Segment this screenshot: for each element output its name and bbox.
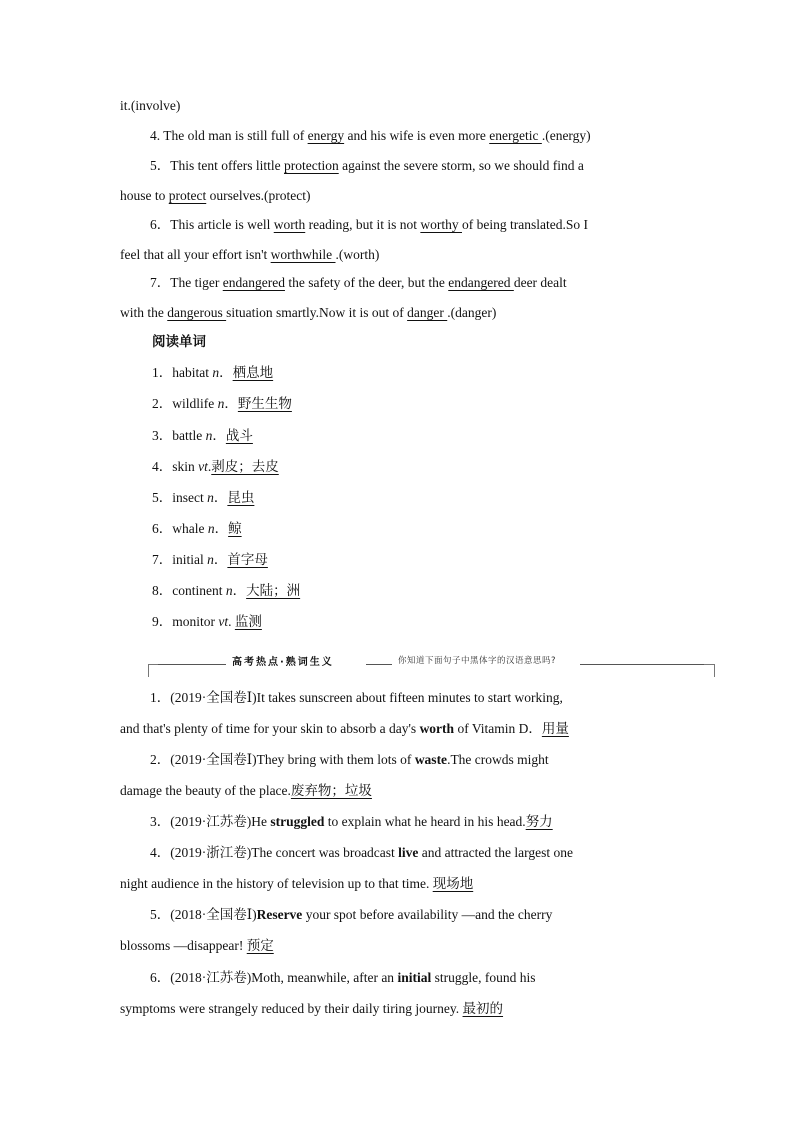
vocab-meaning: 首字母 bbox=[227, 552, 268, 568]
text-segment: n bbox=[207, 521, 215, 536]
fill-item-6-line1 bbox=[150, 216, 588, 234]
text: 6．This article is well bbox=[150, 217, 274, 232]
banner-title: 高考热点·熟词生义 bbox=[232, 657, 334, 668]
text-segment: 8． bbox=[152, 583, 173, 598]
text: deer dealt bbox=[513, 275, 567, 290]
fill-item-7-line1 bbox=[150, 274, 567, 292]
banner-hint: 你知道下面句子中黑体字的汉语意思吗? bbox=[398, 656, 557, 666]
text-segment: 6． bbox=[152, 521, 173, 536]
text-segment: and attracted the largest one bbox=[418, 845, 573, 860]
vocab-meaning: 栖息地 bbox=[232, 365, 274, 381]
text-segment: habitat bbox=[172, 365, 209, 380]
text-segment: . bbox=[207, 459, 212, 474]
answer: 最初的 bbox=[462, 1001, 504, 1017]
text-segment: ． bbox=[219, 365, 233, 380]
text-segment: ． bbox=[213, 552, 228, 567]
text: reading, but it is not bbox=[305, 217, 421, 232]
answer: 预定 bbox=[246, 938, 274, 954]
text-segment: wildlife bbox=[172, 396, 215, 411]
text-segment: vt bbox=[198, 459, 208, 474]
vocab-meaning: 野生生物 bbox=[237, 396, 292, 412]
answer-blank: worth bbox=[273, 217, 306, 232]
text-segment: n bbox=[217, 396, 225, 411]
exam-item-1-line1 bbox=[150, 689, 563, 707]
fill-item-4 bbox=[150, 127, 591, 145]
text: the safety of the deer, but the bbox=[284, 275, 449, 290]
vocab-item bbox=[152, 364, 273, 382]
fill-item-5-line1 bbox=[150, 157, 584, 175]
text-segment: battle bbox=[172, 428, 203, 443]
text-segment: ． bbox=[212, 428, 226, 443]
text-segment: 2． bbox=[152, 396, 173, 411]
exam-item-5-line1 bbox=[150, 906, 552, 924]
text-segment: 2．(2019·全国卷Ⅰ)They bring with them lots of bbox=[150, 752, 415, 767]
text-segment: . bbox=[228, 614, 235, 629]
vocab-meaning: 监测 bbox=[234, 614, 262, 630]
text-segment: ． bbox=[232, 583, 247, 598]
text: with the bbox=[120, 305, 168, 320]
vocab-item bbox=[152, 520, 242, 538]
answer-blank: endangered bbox=[222, 275, 285, 290]
text-segment: 1． bbox=[152, 365, 173, 380]
text-segment: monitor bbox=[172, 614, 215, 629]
text: .(danger) bbox=[447, 305, 497, 320]
answer-blank: dangerous bbox=[167, 305, 227, 320]
text-segment: to explain what he heard in his head. bbox=[324, 814, 526, 829]
vocab-item bbox=[152, 582, 300, 600]
answer-blank: worthwhile bbox=[270, 247, 336, 262]
fill-item-7-line2 bbox=[120, 304, 496, 322]
text: 7．The tiger bbox=[150, 275, 223, 290]
exam-item-3-line1 bbox=[150, 813, 553, 831]
answer: 用量 bbox=[541, 721, 569, 737]
answer: 废弃物；垃圾 bbox=[290, 783, 372, 799]
answer-blank: energy bbox=[307, 128, 345, 143]
bold-word: waste bbox=[414, 752, 448, 767]
answer-blank: worthy bbox=[420, 217, 462, 232]
exam-item-6-line2 bbox=[120, 1000, 503, 1018]
answer-blank: endangered bbox=[448, 275, 514, 290]
bold-word: worth bbox=[419, 721, 455, 736]
exam-item-6-line1 bbox=[150, 969, 535, 987]
vocab-item bbox=[152, 458, 279, 476]
text: 5．This tent offers little bbox=[150, 158, 284, 173]
text: feel that all your effort isn't bbox=[120, 247, 271, 262]
exam-item-4-line1 bbox=[150, 844, 573, 862]
answer-blank: protection bbox=[283, 158, 339, 173]
text-segment: 9． bbox=[152, 614, 173, 629]
banner-rule bbox=[580, 664, 704, 665]
text: ourselves.(protect) bbox=[206, 188, 311, 203]
section-banner bbox=[148, 650, 714, 676]
text: and his wife is even more bbox=[344, 128, 490, 143]
exam-item-2-line2 bbox=[120, 782, 372, 800]
vocab-meaning: 昆虫 bbox=[227, 490, 255, 506]
text-segment: ． bbox=[224, 396, 238, 411]
answer-blank: danger bbox=[407, 305, 448, 320]
vocab-meaning: 鲸 bbox=[228, 521, 242, 537]
text-segment: 4．(2019·浙江卷)The concert was broadcast bbox=[150, 845, 399, 860]
vocab-meaning: 剥皮；去皮 bbox=[211, 459, 279, 475]
text-segment: of Vitamin D． bbox=[454, 721, 542, 736]
text-segment: ． bbox=[213, 490, 228, 505]
vocab-item bbox=[152, 427, 253, 445]
fill-item-6-line2 bbox=[120, 246, 379, 264]
text: .(energy) bbox=[541, 128, 591, 143]
vocab-item bbox=[152, 613, 262, 631]
text-segment: .The crowds might bbox=[447, 752, 549, 767]
text-segment: n bbox=[205, 428, 213, 443]
text-segment: skin bbox=[172, 459, 195, 474]
vocab-item bbox=[152, 551, 268, 569]
text-segment: n bbox=[207, 490, 214, 505]
text-segment: n bbox=[212, 365, 220, 380]
bold-word: struggled bbox=[270, 814, 325, 829]
text-segment: night audience in the history of television up to that time. bbox=[120, 876, 433, 891]
text-segment: insect bbox=[172, 490, 204, 505]
text-segment: continent bbox=[172, 583, 223, 598]
answer-blank: energetic bbox=[489, 128, 542, 143]
text-segment: symptoms were strangely reduced by their daily tiring journey. bbox=[120, 1001, 463, 1016]
banner-rule bbox=[158, 664, 226, 665]
bold-word: initial bbox=[397, 970, 432, 985]
text-segment: 4． bbox=[152, 459, 173, 474]
banner-corner bbox=[704, 664, 715, 677]
exam-item-2-line1 bbox=[150, 751, 549, 769]
vocab-item bbox=[152, 395, 292, 413]
text-segment: n bbox=[225, 583, 233, 598]
text: against the severe storm, so we should find a bbox=[338, 158, 584, 173]
answer: 努力 bbox=[525, 814, 553, 830]
text-segment: n bbox=[207, 552, 214, 567]
text-segment: damage the beauty of the place. bbox=[120, 783, 291, 798]
text-segment: 1．(2019·全国卷Ⅰ)It takes sunscreen about fifteen minutes to start working, bbox=[150, 690, 563, 705]
text-segment: and that's plenty of time for your skin to absorb a day's bbox=[120, 721, 420, 736]
answer: 现场地 bbox=[432, 876, 474, 892]
text: house to bbox=[120, 188, 169, 203]
exam-item-1-line2 bbox=[120, 720, 569, 738]
fill-item-5-line2 bbox=[120, 187, 310, 205]
text-segment: your spot before availability —and the cherry bbox=[302, 907, 553, 922]
text: .(worth) bbox=[335, 247, 380, 262]
banner-rule bbox=[366, 664, 392, 665]
text-segment: 3． bbox=[152, 428, 173, 443]
bold-word: Reserve bbox=[256, 907, 303, 922]
vocab-meaning: 战斗 bbox=[225, 428, 253, 444]
text-segment: 5． bbox=[152, 490, 173, 505]
vocab-item bbox=[152, 489, 254, 507]
text-segment: blossoms —disappear! bbox=[120, 938, 247, 953]
text-segment: whale bbox=[172, 521, 205, 536]
text-segment: vt bbox=[218, 614, 229, 629]
exam-item-5-line2 bbox=[120, 937, 274, 955]
text: 4. The old man is still full of bbox=[150, 128, 308, 143]
text-segment: 5．(2018·全国卷Ⅰ) bbox=[150, 907, 257, 922]
vocab-meaning: 大陆；洲 bbox=[246, 583, 301, 599]
text-segment: struggle, found his bbox=[431, 970, 536, 985]
bold-word: live bbox=[398, 845, 419, 860]
exam-item-4-line2 bbox=[120, 875, 473, 893]
text-segment: 7． bbox=[152, 552, 173, 567]
intro-tail: it.(involve) bbox=[120, 98, 181, 113]
text-segment: ． bbox=[214, 521, 229, 536]
banner-corner bbox=[148, 664, 159, 677]
text-segment: 3．(2019·江苏卷)He bbox=[150, 814, 271, 829]
text-segment: 6．(2018·江苏卷)Moth, meanwhile, after an bbox=[150, 970, 398, 985]
text: of being translated.So I bbox=[461, 217, 588, 232]
vocab-heading: 阅读单词 bbox=[152, 334, 206, 350]
text-segment: initial bbox=[172, 552, 204, 567]
answer-blank: protect bbox=[168, 188, 207, 203]
text: situation smartly.Now it is out of bbox=[226, 305, 408, 320]
